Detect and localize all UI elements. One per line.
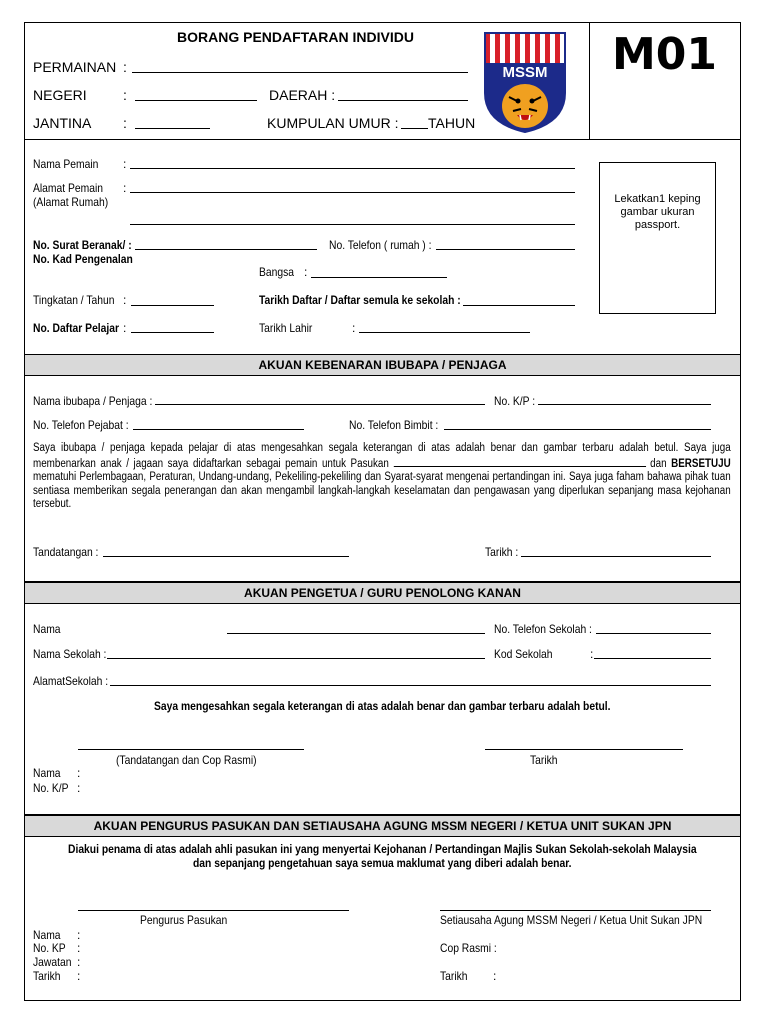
nama-pengetua-label: Nama (33, 622, 61, 636)
pengurus-signature-line[interactable] (78, 910, 349, 911)
pengurus-nama-label: Nama (33, 928, 61, 942)
daftar-pelajar-label: No. Daftar Pelajar (33, 321, 120, 335)
tingkatan-field[interactable] (131, 305, 214, 306)
kod-sekolah-field[interactable] (594, 658, 711, 659)
pengetua-tarikh-label: Tarikh (530, 753, 558, 767)
nama-pemain-colon: : (123, 157, 127, 171)
tingkatan-colon: : (123, 293, 127, 307)
statement-dan: dan (650, 457, 667, 470)
kod-sekolah-label: Kod Sekolah (494, 647, 553, 661)
alamat-field-2[interactable] (130, 224, 575, 225)
permainan-label: PERMAINAN (33, 59, 117, 75)
photo-box[interactable] (599, 162, 716, 314)
nama-pemain-label: Nama Pemain (33, 157, 99, 171)
pengurus-declaration-1: Diakui penama di atas adalah ahli pasukan ini yang menyertai Kejohanan / Pertandingan Majlis Sukan Sekolah-sekolah Malaysia (68, 842, 697, 856)
tel-pejabat-label: No. Telefon Pejabat : (33, 418, 129, 432)
pengetua-tarikh-line[interactable] (485, 749, 683, 750)
daerah-field[interactable] (338, 100, 468, 101)
tarikh-daftar-label: Tarikh Daftar / Daftar semula ke sekolah : (259, 293, 461, 307)
photo-note: Lekatkan1 keping gambar ukuran passport. (614, 193, 701, 231)
nama-ibubapa-label: Nama ibubapa / Penjaga : (33, 394, 153, 408)
tel-pejabat-field[interactable] (133, 429, 304, 430)
pengurus-nama-colon: : (77, 928, 81, 942)
nama-sekolah-field[interactable] (107, 658, 485, 659)
bangsa-field[interactable] (311, 277, 447, 278)
setiausaha-tarikh-label: Tarikh (440, 969, 468, 983)
setiausaha-signature-line[interactable] (440, 910, 711, 911)
ibubapa-statement (33, 442, 731, 512)
pengurus-tarikh-label: Tarikh (33, 969, 61, 983)
tarikh-daftar-field[interactable] (463, 305, 575, 306)
tel-sekolah-label: No. Telefon Sekolah : (494, 622, 592, 636)
ibubapa-tarikh-field[interactable] (521, 556, 711, 557)
permainan-colon: : (123, 59, 127, 75)
ibubapa-heading: AKUAN KEBENARAN IBUBAPA / PENJAGA (24, 354, 741, 376)
tel-bimbit-label: No. Telefon Bimbit : (349, 418, 439, 432)
surat-beranak-field[interactable] (135, 249, 317, 250)
pengetua-nama-label: Nama (33, 766, 61, 780)
pengetua-nama-colon: : (77, 766, 81, 780)
pengurus-heading: AKUAN PENGURUS PASUKAN DAN SETIAUSAHA AGUNG MSSM NEGERI / KETUA UNIT SUKAN JPN (24, 815, 741, 837)
daerah-label: DAERAH : (269, 87, 336, 103)
tarikh-lahir-field[interactable] (359, 332, 530, 333)
tingkatan-label: Tingkatan / Tahun (33, 293, 115, 307)
form-code: M01 (612, 29, 718, 80)
pengetua-heading: AKUAN PENGETUA / GURU PENOLONG KANAN (24, 582, 741, 604)
jantina-colon: : (123, 115, 127, 131)
pengurus-tarikh-colon: : (77, 969, 81, 983)
pengetua-signature-line[interactable] (78, 749, 304, 750)
setiausaha-label: Setiausaha Agung MSSM Negeri / Ketua Unit Sukan JPN (440, 913, 703, 927)
telefon-rumah-field[interactable] (436, 249, 575, 250)
pengurus-jawatan-label: Jawatan (33, 955, 72, 969)
form-title: BORANG PENDAFTARAN INDIVIDU (177, 29, 414, 45)
statement-part-1: Saya ibubapa / penjaga kepada pelajar di atas mengesahkan segala keterangan di atas adalah benar dan gambar terbaru adalah betul. Saya juga membenarkan anak / jagaan saya didaftarkan sebagai pemain untuk Pasukan (33, 442, 731, 470)
permainan-field[interactable] (132, 72, 468, 73)
bangsa-colon: : (304, 265, 308, 279)
ibubapa-kp-label: No. K/P : (494, 394, 536, 408)
telefon-rumah-label: No. Telefon ( rumah ) : (329, 238, 432, 252)
setiausaha-tarikh-colon: : (493, 969, 497, 983)
pasukan-field[interactable] (393, 456, 645, 467)
statement-bersetuju: BERSETUJU (671, 457, 731, 470)
ibubapa-tarikh-label: Tarikh : (485, 545, 519, 559)
negeri-colon: : (123, 87, 127, 103)
alamat-pemain-colon: : (123, 181, 127, 195)
ibubapa-kp-field[interactable] (538, 404, 711, 405)
alamat-field-1[interactable] (130, 192, 575, 193)
daftar-pelajar-colon: : (123, 321, 127, 335)
alamat-rumah-label: (Alamat Rumah) (33, 195, 109, 209)
jantina-label: JANTINA (33, 115, 92, 131)
ibubapa-tandatangan-label: Tandatangan : (33, 545, 99, 559)
alamat-sekolah-label: AlamatSekolah : (33, 674, 109, 688)
statement-part-2: mematuhi Perlembagaan, Peraturan, Undang-undang, Pekeliling-pekeliling dan Syarat-syarat mengenai pertandingan ini. Saya juga faham bahawa pihak tuan sentiasa memberikan segala penerangan dan akan mengambil langkah-langkah keselamatan dan pengawasan yang diperlukan sepanjang masa kejohanan tersebut. (33, 471, 731, 510)
tel-sekolah-field[interactable] (596, 633, 711, 634)
alamat-sekolah-field[interactable] (110, 685, 711, 686)
logo-text: MSSM (502, 64, 548, 81)
umur-field[interactable] (401, 128, 428, 129)
tarikh-lahir-colon: : (352, 321, 356, 335)
pengetua-declaration: Saya mengesahkan segala keterangan di atas adalah benar dan gambar terbaru adalah betul. (154, 699, 611, 713)
pengurus-kp-label: No. KP (33, 941, 66, 955)
bangsa-label: Bangsa (259, 265, 295, 279)
tel-bimbit-field[interactable] (444, 429, 711, 430)
daftar-pelajar-field[interactable] (131, 332, 214, 333)
ibubapa-tandatangan-field[interactable] (103, 556, 349, 557)
pengurus-kp-colon: : (77, 941, 81, 955)
pengurus-pasukan-label: Pengurus Pasukan (140, 913, 228, 927)
kod-sekolah-colon: : (590, 647, 594, 661)
pengurus-declaration-2: dan sepanjang pengetahuan saya semua maklumat yang diberi adalah benar. (193, 856, 572, 870)
surat-beranak-label: No. Surat Beranak/ : (33, 238, 132, 252)
nama-pengetua-field[interactable] (227, 633, 485, 634)
mssm-logo (483, 31, 567, 134)
nama-pemain-field[interactable] (130, 168, 575, 169)
tarikh-lahir-label: Tarikh Lahir (259, 321, 313, 335)
tandatangan-cop-label: (Tandatangan dan Cop Rasmi) (116, 753, 257, 767)
jantina-field[interactable] (135, 128, 210, 129)
kad-pengenalan-label: No. Kad Pengenalan (33, 252, 133, 266)
cop-rasmi-label: Cop Rasmi : (440, 941, 497, 955)
kumpulan-umur-label: KUMPULAN UMUR : (267, 115, 399, 131)
pengurus-jawatan-colon: : (77, 955, 81, 969)
nama-ibubapa-field[interactable] (155, 404, 485, 405)
tahun-label: TAHUN (428, 115, 476, 131)
pengetua-kp-colon: : (77, 781, 81, 795)
negeri-label: NEGERI (33, 87, 87, 103)
negeri-field[interactable] (135, 100, 257, 101)
pengetua-kp-label: No. K/P (33, 781, 69, 795)
alamat-pemain-label: Alamat Pemain (33, 181, 103, 195)
nama-sekolah-label: Nama Sekolah : (33, 647, 107, 661)
